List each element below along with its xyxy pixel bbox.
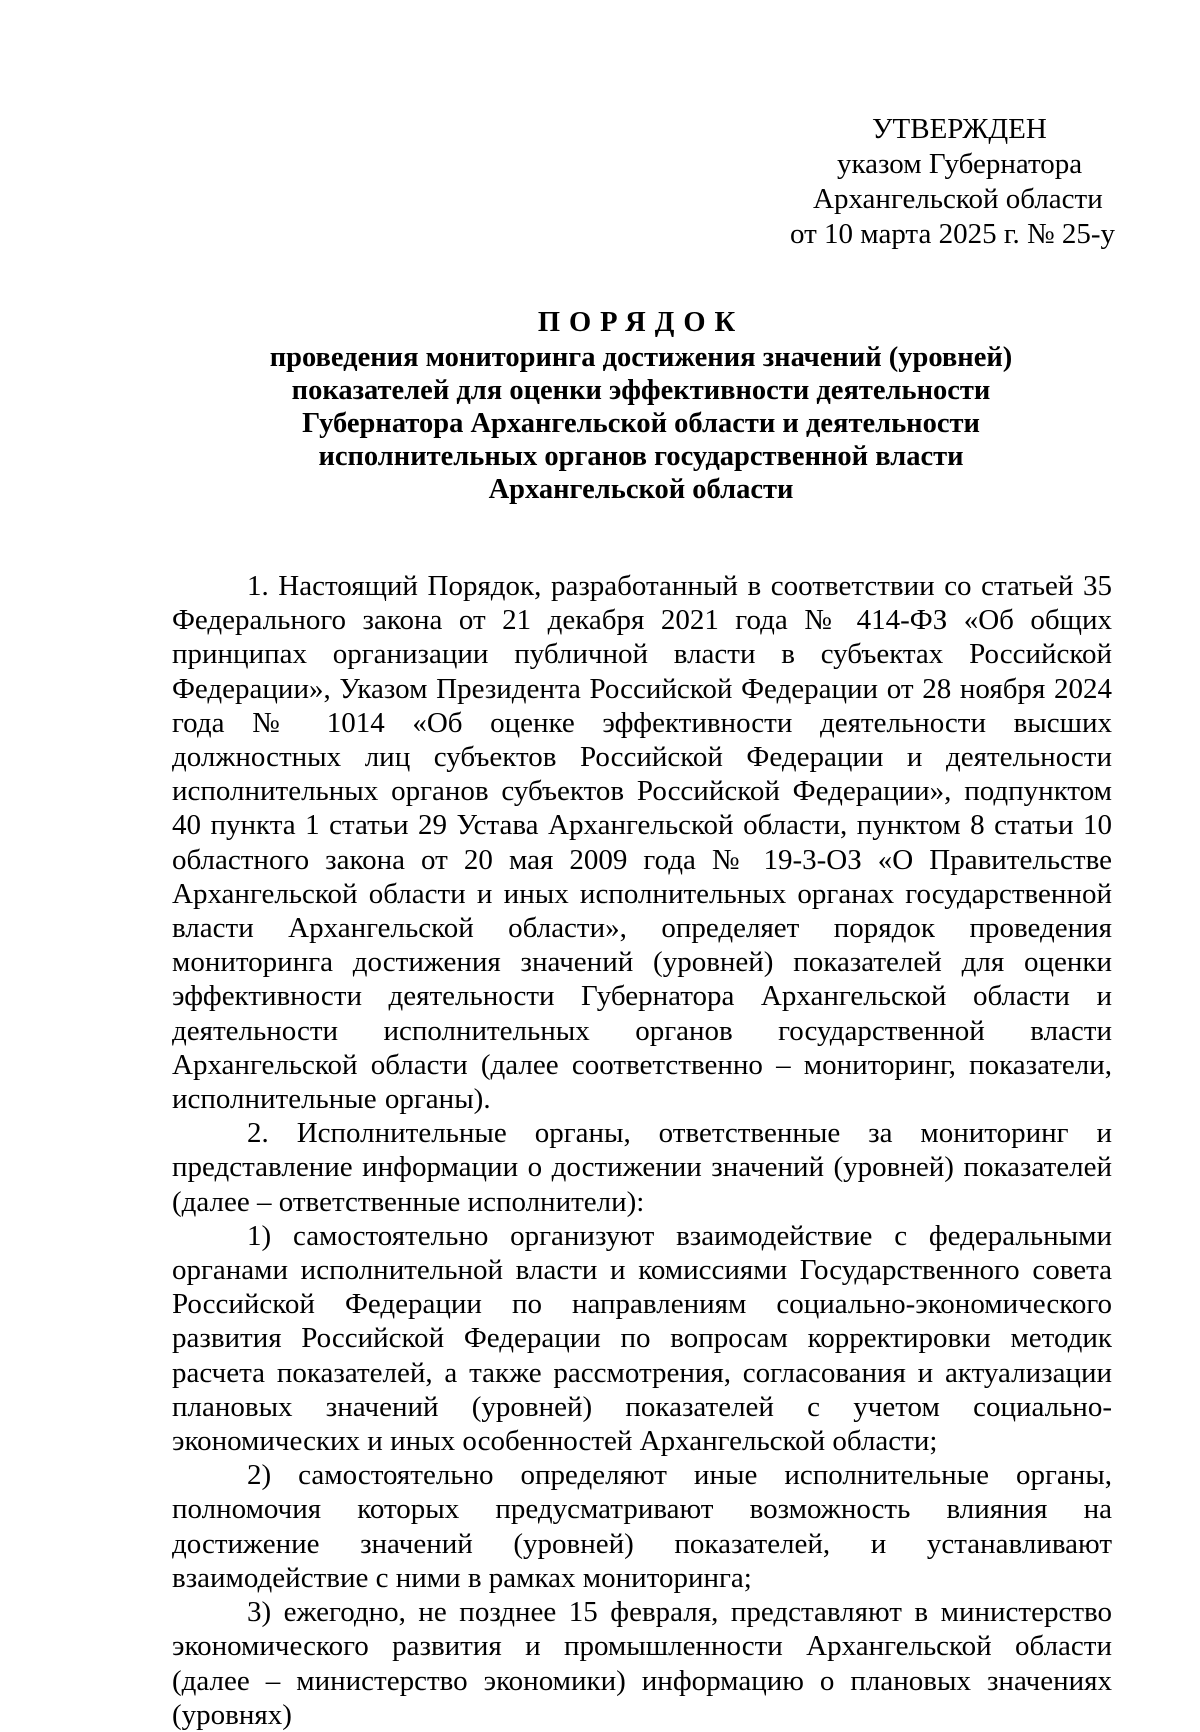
subitem-2: 2) самостоятельно определяют иные исполнительные органы, полномочия которых предусматривают возможность влияния на достижение значений (уровней) показателей, и устанавливают взаимодействие с ними в рамках мониторинга; xyxy=(172,1459,1112,1594)
paragraph-1: 1. Настоящий Порядок, разработанный в соответствии со статьей 35 Федерального закона от 21 декабря 2021 года № 414-ФЗ «Об общих принципах организации публичной власти в субъектах Российской Федерации», Указом Президента Российской Федерации от 28 ноября 2024 года № 1014 «Об оценке эффективности деятельности высших должностных лиц субъектов Российской Федерации и деятельности исполнительных органов субъектов Российской Федерации», подпунктом 40 пункта 1 статьи 29 Устава Архангельской области, пунктом 8 статьи 10 областного закона от 20 мая 2009 года № 19-3-ОЗ «О Правительстве Архангельской области и иных исполнительных органах государственной власти Архангельской области», определяет порядок проведения мониторинга достижения значений (уровней) показателей для оценки эффективности деятельности Губернатора Архангельской области и деятельности исполнительных органов государственной власти Архангельской области (далее соответственно – мониторинг, показатели, исполнительные органы). xyxy=(172,570,1112,1116)
subitem-1: 1) самостоятельно организуют взаимодействие с федеральными органами исполнительной власти и комиссиями Государственного совета Российской Федерации по направлениям социально-экономического развития Российской Федерации по вопросам корректировки методик расчета показателей, а также рассмотрения, согласования и актуализации плановых значений (уровней) показателей с учетом социально-экономических и иных особенностей Архангельской области; xyxy=(172,1219,1112,1458)
title-line-1: проведения мониторинга достижения значений (уровней) xyxy=(269,342,1013,373)
title-line-3: Губернатора Архангельской области и деятельности xyxy=(302,408,980,439)
approval-date-number: от 10 марта 2025 г. № 25-у xyxy=(790,218,1116,250)
title-line-2: показателей для оценки эффективности деятельности xyxy=(291,375,991,406)
document-body xyxy=(172,569,1112,1732)
approval-heading: УТВЕРЖДЕН xyxy=(872,113,1047,145)
subitem-3: 3) ежегодно, не позднее 15 февраля, представляют в министерство экономического развития и промышленности Архангельской области (далее – министерство экономики) информацию о плановых значениях (уровнях) xyxy=(172,1596,1112,1731)
title-line-5: Архангельской области xyxy=(488,474,794,505)
approval-region: Архангельской области xyxy=(813,183,1103,215)
document-title xyxy=(172,306,1110,506)
approval-stamp xyxy=(780,112,1116,252)
title-line-4: исполнительных органов государственной власти xyxy=(318,441,964,472)
paragraph-2: 2. Исполнительные органы, ответственные за мониторинг и представление информации о достижении значений (уровней) показателей (далее – ответственные исполнители): xyxy=(172,1117,1112,1218)
approval-issuer: указом Губернатора xyxy=(837,148,1083,180)
title-heading: ПОРЯДОК xyxy=(537,307,745,338)
